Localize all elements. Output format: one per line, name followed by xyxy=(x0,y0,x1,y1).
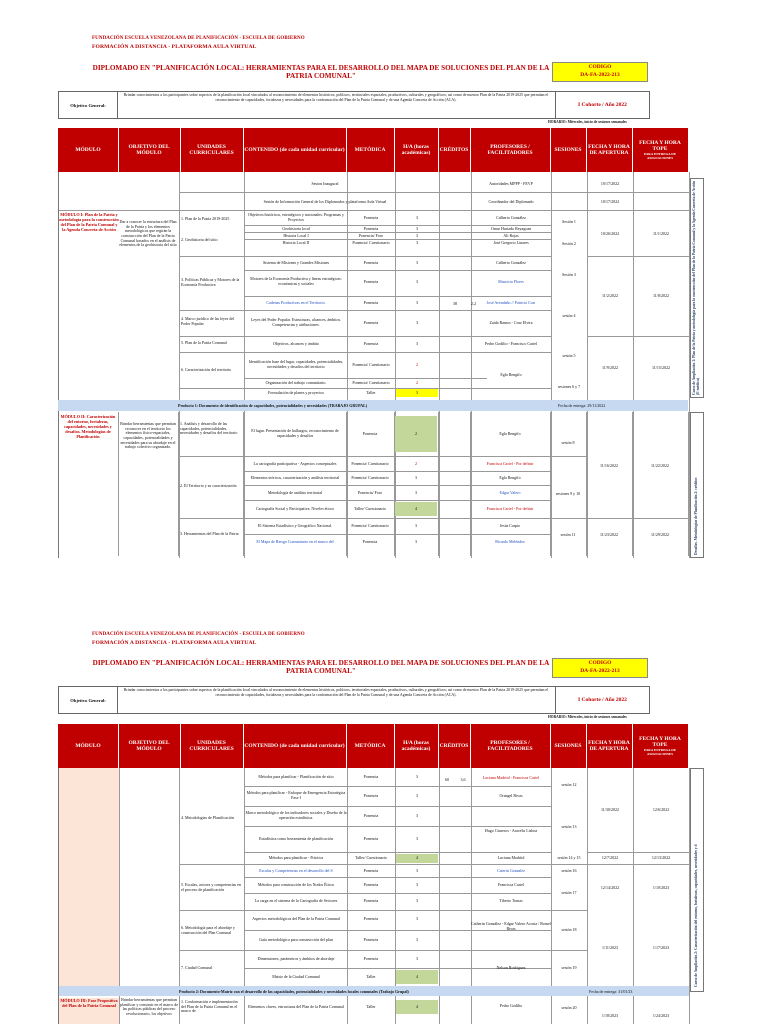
header-ha-2: H/A (horas académicas) xyxy=(394,724,439,768)
p2-session-16: sesión 16 xyxy=(561,867,577,873)
module-2-title: MÓDULO II: Caracterización del entorno, fortalezas, capacidades, necesidades y desafíos. Metodologías de Planificación xyxy=(60,414,116,439)
unit-5: 5. Plan de la Patria Comunal xyxy=(181,339,227,345)
header-modulo: MÓDULO xyxy=(58,128,119,172)
program-subtitle-2: FORMACIÓN A DISTANCIA - PLATAFORMA AULA VIRTUAL xyxy=(92,640,257,646)
content-9: Objetivos, alcances y ámbito xyxy=(272,340,320,346)
method-7: Ponencia xyxy=(363,299,379,305)
code-value: DA-FA-2022-213 xyxy=(580,72,620,78)
content-11: Organización del trabajo comunitario. xyxy=(265,379,327,385)
p2-method-3: Ponencia xyxy=(363,812,379,818)
p2-session-13: sesión 13 xyxy=(561,823,577,829)
prof-5: Calberto González xyxy=(496,259,526,265)
ha2-5: 4 xyxy=(395,502,437,516)
code-box xyxy=(552,62,648,82)
prof-3: Ali Rojas xyxy=(503,233,519,238)
table-header xyxy=(58,128,688,172)
session-1: Sesión 1 xyxy=(562,218,576,224)
content-8: Leyes del Poder Popular. Estructuras, alcances, ámbitos. Competencias y atribuciones. xyxy=(250,317,342,327)
p2-ha-11: 3 xyxy=(416,955,418,961)
prof-4: José Gregorio Linares xyxy=(493,240,529,245)
content-6: Motores de la Economía Productiva y líneas estratégicas: económicas y sociales xyxy=(250,276,342,286)
p2-unit-6: 6. Metodología para el abordaje y construcción del Plan Comunal xyxy=(181,925,235,935)
p2-content-7: Métodos para construcción de los Nodos Éticos xyxy=(257,881,335,887)
unit2-3: 3. Herramientas del Plan de la Patria xyxy=(180,530,239,536)
product-1-date: Fecha de entrega: 29/11/2022 xyxy=(558,403,606,408)
p2-ha-2: 3 xyxy=(416,792,418,798)
method-3: Ponencia/ Foro xyxy=(358,233,384,238)
header-creditos-2: CRÉDITOS xyxy=(438,724,471,768)
diploma-title-2: DIPLOMADO EN "PLANIFICACIÓN LOCAL: HERRAMIENTAS PARA EL DESARROLLO DEL MAPA DE SOLUCIONES DEL PLAN DE LA PATRIA COMUNAL" xyxy=(92,659,550,675)
side-course-label-1 xyxy=(690,178,704,398)
p2-session-14: sesión 14 y 15 xyxy=(557,855,581,861)
session2-3: sesión 11 xyxy=(560,531,576,537)
p2-prof-1: Luciana Madriid - Francisca Cariel xyxy=(482,774,540,780)
product-2-date: Fecha de entrega: 31/01/23 xyxy=(589,988,633,994)
p2-unit-5: 5. Escalas, actores y competencias en el proceso de planificación xyxy=(181,882,241,892)
method-5: Ponencia xyxy=(363,259,379,265)
schedule-grid-2 xyxy=(58,768,689,1024)
p2-content-1: Métodos para planificar - Planificación de sitio xyxy=(258,773,334,779)
method2-5: Taller/ Cuestionario xyxy=(354,505,386,511)
session-5: sesión 5 xyxy=(562,352,576,358)
objective-label: Objetivo General: xyxy=(59,92,118,118)
content2-4: Metodología de análisis territorial xyxy=(267,489,323,495)
p2-prof-5: Caterin Gonzalez xyxy=(497,867,525,873)
prof2-1: Egla Rengifo xyxy=(499,430,521,436)
method-4: Ponencia/ Cuestionario xyxy=(352,240,390,245)
content2-5: Cartografía Social y Participativa. Niveles éticos xyxy=(256,505,334,511)
open2-1: 11/16/2022 xyxy=(599,462,619,468)
unit-4: 4. Marco jurídico de las leyes del Poder Popular xyxy=(181,316,235,326)
open2-2: 11/23/2022 xyxy=(599,531,619,537)
module-1-objective: Dar a conocer la estructura del Plan de la Patria y los elementos metodológicos que regirán la construcción del Plan de la Patria Comunal basados en el análisis de elementos de la geohistoria del sitio xyxy=(119,219,177,248)
close2-2: 11/29/2022 xyxy=(650,531,670,537)
session-3: Sesión 3 xyxy=(562,271,576,277)
unit-3: 3. Políticas Públicas y Motores de la Economía Productiva xyxy=(181,277,240,287)
objective-text-2: Brindar conocimientos a los participantes sobre aspectos de la planificación local vinculados al reconocimiento de elementos históricos, políticos, territoriales espaciales, productivos, culturales y geográficos; así como de nuestro Plan de la Patria 2019-2025 que permitan el reconocimiento de capacidades, fortalezas y necesidades para la conformación del Plan de la Patria Comunal y de una Agenda Concreta de Acción (ACA). xyxy=(123,688,549,697)
prof2-7: Ricardo Meléndez xyxy=(495,538,525,544)
p2-method-11: Ponencia xyxy=(363,955,379,961)
p2-total-ha: 60 xyxy=(445,776,449,782)
prof2-6: Jesús Carpio xyxy=(499,522,521,528)
p2-content-12: Matriz de la Ciudad Comunal xyxy=(272,973,320,979)
session2-1: sesión 8 xyxy=(561,439,575,445)
side-course-label-3 xyxy=(690,768,704,992)
content-10: Identificación base del lugar, capacidades, potencialidades, necesidades y desafíos del territorio xyxy=(248,359,344,369)
header-tope: FECHA Y HORA TOPE PARA ENTREGA DE ASIGNACIONES xyxy=(639,140,681,160)
method2-2: Ponencia/ Cuestionario xyxy=(351,460,389,466)
unit-6: 6. Caracterización del territorio xyxy=(181,366,232,372)
p2-ha-3: 3 xyxy=(416,812,418,818)
p3-ha-1: 4 xyxy=(396,1000,438,1014)
ha-9: 3 xyxy=(416,340,418,346)
side-course-text-3: Curso de Ampliación 2: Caracterización del entorno, fortalezas, capacidades, necesidades y d xyxy=(694,844,698,987)
unit2-2: 2. El Territorio y su caracterización xyxy=(180,482,237,488)
p2-method-5: Taller/ Cuestionario xyxy=(355,855,387,861)
p3-method-1: Taller xyxy=(366,1003,376,1009)
module-3-title: MÓDULO III: Fase Propositiva del Plan de la Patria Comunal xyxy=(59,998,119,1024)
content-1: Objetivos históricos, estratégicos y nacionales. Programas y Proyectos xyxy=(248,212,344,222)
p2-session-12: sesión 12 xyxy=(561,781,577,787)
header-creditos: CRÉDITOS xyxy=(438,128,471,172)
ha-4: 3 xyxy=(416,240,418,245)
session-4: sesión 4 xyxy=(562,312,576,318)
module-2-continued xyxy=(59,768,119,986)
prof-2: Omar Hurtado Reyagoan xyxy=(490,226,532,231)
header-metodica: METÓDICA xyxy=(346,128,395,172)
ha-3: 3 xyxy=(416,233,418,238)
ha-10: 2 xyxy=(416,361,418,367)
p2-content-10: Guía metodológica para construcción del plan xyxy=(259,936,333,942)
p2-content-6: Escalas y Competencias en el desarrollo del S xyxy=(259,867,333,873)
ha2-4: 3 xyxy=(415,489,417,495)
p2-open-4: 1/11/2023 xyxy=(601,944,619,950)
p2-ha-10: 3 xyxy=(416,936,418,942)
header-contenido-2: CONTENIDO (de cada unidad curricular) xyxy=(243,724,347,768)
ha-12: 3 xyxy=(396,389,438,397)
p2-content-5: Métodos para planificar - Práctica xyxy=(268,855,324,861)
p2-content-8: La carga en el sistema de la Cartografía de Sectores xyxy=(254,897,338,903)
p2-method-7: Ponencia xyxy=(363,881,379,887)
header-profesores-2: PROFESORES / FACILITADORES xyxy=(470,724,551,768)
header-objetivo: OBJETIVO DEL MÓDULO xyxy=(118,128,181,172)
total-credits-1b xyxy=(439,298,471,310)
header-metodica-2: METÓDICA xyxy=(346,724,395,768)
method-1: Ponencia xyxy=(363,214,379,220)
ha-2: 3 xyxy=(416,226,418,231)
p2-prof-9: Nelson Rodriguez xyxy=(496,964,526,970)
method-10: Ponencia/ Cuestionario xyxy=(352,361,390,367)
product-1-label: Producto 1: Documento de identificación de capacidades, potencialidades y necesidades (TRABAJO GRUPAL) xyxy=(178,403,368,408)
info-date: 10/17/2022 xyxy=(600,198,620,204)
ha2-1: 2 xyxy=(395,416,437,452)
method-8: Ponencia xyxy=(363,319,379,325)
prof-8: Zaida Ramos - Cruz Elvira xyxy=(489,319,533,325)
product-1-band xyxy=(58,400,688,411)
horario-note: HORARIO: Miércoles, inicio de sesiones semanales xyxy=(548,120,627,124)
p2-prof-6: Francisca Cariel xyxy=(497,881,525,887)
side-course-label-2 xyxy=(690,412,704,558)
p2-ha-7: 3 xyxy=(416,881,418,887)
content-3: Historia Local I xyxy=(283,233,309,238)
method2-3: Ponencia/ Cuestionario xyxy=(351,474,389,480)
content2-2: La cartografía participativa - Aspectos conceptuales xyxy=(253,460,337,466)
prof-7: José Avendaño // Patricia Cost xyxy=(486,299,536,305)
p2-content-11: Dimensiones, parámetros y ámbitos de abordaje xyxy=(257,955,335,961)
prof2-2: Francisca Cariel - Por definir xyxy=(486,460,534,466)
p3-open-1: 1/18/2023 xyxy=(601,1012,619,1018)
method-12: Taller xyxy=(366,389,376,395)
schedule-grid-1b xyxy=(58,412,688,556)
header-tope-2: FECHA Y HORA TOPE PARA ENTREGA DE ASIGNACIONES xyxy=(639,736,681,756)
program-subtitle: FORMACIÓN A DISTANCIA - PLATAFORMA AULA VIRTUAL xyxy=(92,44,257,50)
cohorte-label-2: I Cohorte / Año 2022 xyxy=(555,687,649,713)
p2-open-3: 12/14/2022 xyxy=(600,884,620,890)
product-2-label: Producto 2: Documento-Matriz con el desarrollo de las capacidades, potencialidades y necesidades locales comunales (Trabajo Grupal) xyxy=(179,988,409,994)
method2-7: Ponencia xyxy=(362,538,378,544)
p2-content-4: Estadística como herramienta de planificación xyxy=(259,835,333,841)
content2-7: El Mapa de Riesgo Comunitario en el marco del xyxy=(256,538,334,544)
method2-1: Ponencia xyxy=(362,430,378,436)
p3-unit-1: 1. Conformación e implementación del Plan de la Patria Comunal en el marco de xyxy=(181,1000,238,1014)
p2-close-1: 12/6/2022 xyxy=(652,806,670,812)
p2-prof-2: Orangel Rivas xyxy=(499,792,523,798)
side-course-text-1: Curso de Ampliación 1: Plan de la Patria y metodología para la construcción del Plan de la Patria Comunal y la Agenda Concreta de Acción (E-médica) xyxy=(692,180,701,395)
p3-content-1: Elementos claves, estructuras del Plan de la Patria Comunal xyxy=(248,1003,344,1009)
p2-close-3: 1/10/2023 xyxy=(652,884,670,890)
code-value-2: DA-FA-2022-213 xyxy=(580,668,620,674)
session2-2: sesiones 9 y 10 xyxy=(555,490,581,496)
header-modulo-2: MÓDULO xyxy=(58,724,119,768)
prof-9: Pedro Godilio - Francisco Cariel xyxy=(484,340,538,346)
content-5: Sistema de Misiones y Grandes Misiones xyxy=(262,259,330,265)
p2-prof-8: Catherin González - Edgar Valero Acosta / Romel Rivas xyxy=(471,921,551,931)
inaugural-session: Sesion Inaugural xyxy=(311,180,339,186)
close-date-1: 11/1/2022 xyxy=(652,230,670,236)
content-12: Formulación de planes y proyectos xyxy=(268,389,324,395)
header-sesiones-2: SESIONES xyxy=(550,724,587,768)
p2-content-2: Métodos para planificar - Enfoque de Emergencia Estratégica Fase I xyxy=(246,790,346,800)
institution-name: FUNDACIÓN ESCUELA VENEZOLANA DE PLANIFICACIÓN - ESCUELA DE GOBIERNO xyxy=(92,36,305,41)
p2-ha-9: 3 xyxy=(416,915,418,921)
ha-8: 3 xyxy=(416,319,418,325)
p2-open-2: 12/7/2022 xyxy=(601,855,619,861)
header-profesores: PROFESORES / FACILITADORES xyxy=(470,128,551,172)
content2-3: Elementos teóricos, caracterización y análisis territorial xyxy=(250,474,340,480)
p3-session-20: sesión 20 xyxy=(561,1004,577,1010)
content2-6: El Sistema Estadístico y Geográfico Nacional. xyxy=(257,522,333,528)
p2-session-17: sesión 17 xyxy=(561,889,577,895)
method-9: Ponencia xyxy=(363,340,379,346)
p2-ha-5: 4 xyxy=(396,854,438,863)
ha-11: 2 xyxy=(416,379,418,385)
header-ha: H/A (horas académicas) xyxy=(394,128,439,172)
total-ha-1: 38 xyxy=(453,300,457,306)
product-2-band xyxy=(59,986,689,996)
info-session: Sesión de Información General de los Diplomados y plataforma Aula Virtual xyxy=(263,198,387,204)
horario-note-2: HORARIO: Miércoles, inicio de sesiones semanales xyxy=(548,715,627,719)
p2-unit-4: 4. Metodologías de Planificación xyxy=(181,814,234,820)
unit2-1: 1. Análisis y desarrollo de las capacidades, potencialidades, necesidades y desafíos del territorio xyxy=(180,421,238,436)
ha-7: 3 xyxy=(416,299,418,305)
close-date-2: 11/8/2022 xyxy=(652,292,670,298)
method2-4: Ponencia/ Foro xyxy=(357,489,383,495)
p2-method-6: Ponencia xyxy=(363,867,379,873)
open-date-2: 11/2/2022 xyxy=(601,292,619,298)
header-unidades-2: UNIDADES CURRICULARES xyxy=(180,724,244,768)
header-unidades: UNIDADES CURRICULARES xyxy=(180,128,244,172)
prof2-5: Francisca Cariel - Por definir xyxy=(486,505,534,511)
session-6: sesiones 6 y 7 xyxy=(557,383,581,389)
content-2: Geohistoria local xyxy=(282,226,310,231)
p2-content-3: Marco metodológico de los indicadores sociales y Diseño de la operación estadística. xyxy=(245,810,347,820)
info-prof: Coordinador del Diplomado xyxy=(488,198,534,204)
p2-open-1: 11/30/2022 xyxy=(600,806,620,812)
header-apertura-2: FECHA Y HORA DE APERTURA xyxy=(586,724,633,768)
code-label: CODIGO xyxy=(588,64,612,70)
p2-method-4: Ponencia xyxy=(363,835,379,841)
prof-10: Egla Rengifo xyxy=(500,371,522,377)
objective-text: Brindar conocimientos a los participantes sobre aspectos de la planificación local vinculados al reconocimiento de elementos históricos, políticos, territoriales espaciales, productivos, culturales y geográficos; así como de nuestro Plan de la Patria 2019-2025 que permitan el reconocimiento de capacidades, fortalezas y necesidades para la conformación del Plan de la Patria Comunal y de una Agenda Concreta de Acción (ACA). xyxy=(123,93,549,102)
table-header-2 xyxy=(58,724,688,768)
p2-session-18: sesión 18 xyxy=(561,926,577,932)
header-objetivo-2: OBJETIVO DEL MÓDULO xyxy=(118,724,181,768)
ha2-3: 3 xyxy=(415,474,417,480)
content-4: Historia Local II xyxy=(282,240,310,245)
diploma-title: DIPLOMADO EN "PLANIFICACIÓN LOCAL: HERRAMIENTAS PARA EL DESARROLLO DEL MAPA DE SOLUCIONES DEL PLAN DE LA PATRIA COMUNAL" xyxy=(92,64,550,80)
p2-ha-4: 3 xyxy=(416,835,418,841)
content2-1: El lugar. Presentación de hallazgos, reconocimiento de capacidades y desafíos xyxy=(251,428,339,438)
prof2-3: Egla Rengifo xyxy=(499,474,521,480)
p2-content-9: Aspectos metodológicos del Plan de la Patria Comunal xyxy=(252,915,340,921)
module-1-title: MÓDULO I: Plan de la Patria y metodología para la construcción del Plan de la Patria Comunal y la Agenda Concreta de Acción xyxy=(59,212,119,232)
p3-close-1: 1/24/2023 xyxy=(652,1012,670,1018)
p2-prof-3: Hugo Cisneros - Aracelis Lisboa xyxy=(484,827,538,833)
objective-table-2 xyxy=(58,686,650,714)
p2-session-19: sesión 19 xyxy=(561,964,577,970)
ha-5: 3 xyxy=(416,259,418,265)
code-box-2 xyxy=(552,658,648,678)
p2-method-8: Ponencia xyxy=(363,897,379,903)
page-2 xyxy=(0,598,768,1024)
p3-prof-1: Pedro Godilio xyxy=(499,1002,523,1008)
module-3-objective: Brindar herramientas que permitan planificar y construir en el marco de las políticas públicas del proceso revolucionario, los objetivos xyxy=(120,998,178,1016)
p2-ha-8: 3 xyxy=(416,897,418,903)
total-credits-1: 2,2 xyxy=(471,300,476,306)
code-label-2: CODIGO xyxy=(588,660,612,666)
unit-1: 1. Plan de la Patria 2019-2025 xyxy=(181,215,230,221)
p2-method-10: Ponencia xyxy=(363,936,379,942)
prof-1: Calberto González xyxy=(496,214,526,220)
ha2-7: 3 xyxy=(415,538,417,544)
ha2-2: 2 xyxy=(415,460,417,466)
method-11: Ponencia/ Cuestionario xyxy=(352,379,390,385)
ha-1: 3 xyxy=(416,214,418,220)
side-course-text-2: Desafíos. Metodologías de Planificación 2: créditos xyxy=(694,477,698,555)
p2-close-4: 1/17/2023 xyxy=(652,944,670,950)
p2-total-credits: 3,6 xyxy=(460,776,466,782)
p2-method-12: Taller xyxy=(366,973,376,979)
p2-ha-1: 3 xyxy=(416,773,418,779)
session-2: Sesión 2 xyxy=(562,240,576,246)
method-2: Ponencia xyxy=(363,226,379,231)
inaugural-date: 10/17/2022 xyxy=(600,180,620,186)
prof2-4: Edgar Valero xyxy=(499,489,521,495)
cohorte-label: I Cohorte / Año 2022 xyxy=(555,92,649,118)
p2-method-2: Ponencia xyxy=(363,792,379,798)
p2-ha-12: 4 xyxy=(396,970,438,984)
content-7: Cadenas Productivas en el Territorio. xyxy=(266,299,326,305)
method-6: Ponencia xyxy=(363,278,379,284)
p2-prof-7: Tiberio Tomas xyxy=(499,897,523,903)
prof-6: Mauricio Flores xyxy=(498,278,524,284)
p2-method-1: Ponencia xyxy=(363,773,379,779)
p2-method-9: Ponencia xyxy=(363,915,379,921)
close-date-3: 11/15/2022 xyxy=(651,364,671,370)
p2-prof-4: Luciana Madriid xyxy=(497,855,525,861)
header-sesiones: SESIONES xyxy=(550,128,587,172)
institution-name-2: FUNDACIÓN ESCUELA VENEZOLANA DE PLANIFICACIÓN - ESCUELA DE GOBIERNO xyxy=(92,632,305,637)
objective-table xyxy=(58,91,650,119)
module-2-objective: Brindar herramientas que permitan reconocer en el territorio los elementos físico-espaciales, capacidades, potencialidades y necesidades para su abordaje en el trabajo colectivo organizado. xyxy=(120,421,176,450)
p2-ha-6: 3 xyxy=(416,867,418,873)
objective-label-2: Objetivo General: xyxy=(59,687,118,713)
header-apertura: FECHA Y HORA DE APERTURA xyxy=(586,128,633,172)
method2-6: Ponencia/ Cuestionario xyxy=(351,522,389,528)
p2-unit-7: 7. Ciudad Comunal xyxy=(181,964,213,970)
close2-1: 11/22/2022 xyxy=(650,462,670,468)
inaugural-prof: Autoridades MPPP - FEVP xyxy=(489,180,533,186)
p2-close-2: 12/13/2022 xyxy=(651,855,671,861)
header-contenido: CONTENIDO (de cada unidad curricular) xyxy=(243,128,347,172)
ha-6: 3 xyxy=(416,278,418,284)
open-date-3: 11/9/2022 xyxy=(601,364,619,370)
unit-2: 2. Geohistoria del sitio xyxy=(181,236,218,242)
ha2-6: 3 xyxy=(415,522,417,528)
open-date-1: 10/26/2022 xyxy=(600,230,620,236)
